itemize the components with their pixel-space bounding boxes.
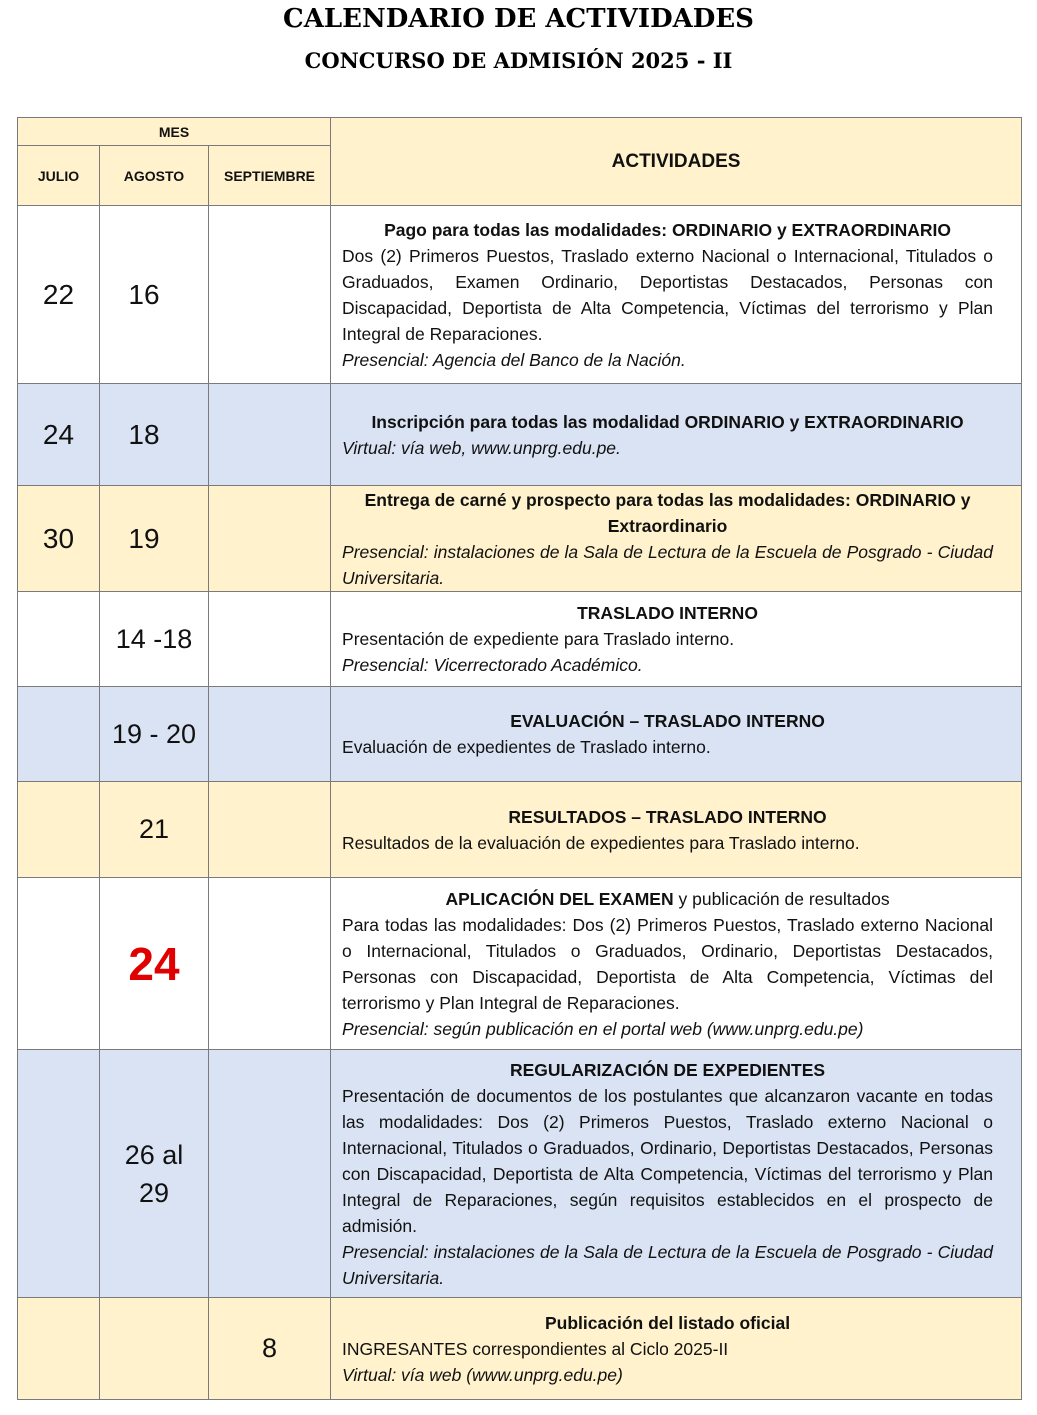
table-row [18,1050,1022,1298]
julio-date [18,878,100,1050]
activity-heading: Pago para todas las modalidades: ORDINARIO y EXTRAORDINARIO [384,219,951,240]
julio-date [18,592,100,687]
month-header-septiembre: SEPTIEMBRE [209,146,331,206]
activity-cell [331,384,1022,486]
activity-cell [331,1298,1022,1400]
agosto-date: 26 al 29 [100,1050,209,1298]
julio-date [18,1298,100,1400]
activity-cell [331,782,1022,878]
activity-note: Presencial: instalaciones de la Sala de Lectura de la Escuela de Posgrado - Ciudad Universitaria. [342,541,994,588]
month-header-julio: JULIO [18,146,100,206]
agosto-date: 21 [100,782,209,878]
septiembre-date [209,206,331,384]
activity-body: INGRESANTES correspondientes al Ciclo 2025-II [342,1338,729,1359]
activity-body: Para todas las modalidades: Dos (2) Primeros Puestos, Traslado externo Nacional o Internacional, Titulados o Graduados, Ordinario, Deportistas Destacados, Personas con Discapacidad, Deportista de Alta Competencia, Víctimas del terrorismo y Plan Integral de Reparaciones. [342,914,994,1013]
activity-heading: Inscripción para todas las modalidad ORDINARIO y EXTRAORDINARIO [371,411,964,432]
activity-heading: Entrega de carné y prospecto para todas las modalidades: ORDINARIO y Extraordinario [364,489,971,536]
month-header-agosto: AGOSTO [100,146,209,206]
header-row-mes [18,118,1022,146]
septiembre-date [209,687,331,782]
activity-note: Virtual: vía web, www.unprg.edu.pe. [342,437,621,458]
activity-body: Evaluación de expedientes de Traslado interno. [342,737,711,757]
activity-heading: REGULARIZACIÓN DE EXPEDIENTES [510,1059,826,1080]
activity-heading-suffix: y publicación de resultados [673,888,890,909]
page-title: CALENDARIO DE ACTIVIDADES [283,4,754,34]
septiembre-date [209,486,331,592]
table-row [18,384,1022,486]
table-row [18,206,1022,384]
julio-date: 22 [18,206,100,384]
activities-calendar-table [17,117,1022,1400]
septiembre-date [209,1050,331,1298]
agosto-date: 19 - 20 [100,687,209,782]
activity-cell [331,687,1022,782]
agosto-date: 18 [100,384,209,486]
page-subtitle: CONCURSO DE ADMISIÓN 2025 - II [304,48,733,73]
activity-heading-line [342,886,993,912]
activity-heading: RESULTADOS – TRASLADO INTERNO [508,806,827,827]
activity-note: Presencial: instalaciones de la Sala de Lectura de la Escuela de Posgrado - Ciudad Universitaria. [342,1241,994,1288]
mes-header: MES [18,118,331,146]
table-row [18,1298,1022,1400]
septiembre-date [209,592,331,687]
activity-body: Presentación de documentos de los postulantes que alcanzaron vacante en todas las modalidades: Dos (2) Primeros Puestos, Traslado externo Nacional o Internacional, Titulados o Graduados, Ordinario, Deportistas Destacados, Personas con Discapacidad, Deportista de Alta Competencia, Víctimas del terrorismo y Plan Integral de Reparaciones, según requisitos establecidos en el prospecto de admisión. [342,1085,994,1236]
table-row [18,782,1022,878]
agosto-date [100,1298,209,1400]
septiembre-date: 8 [209,1298,331,1400]
agosto-date: 14 -18 [100,592,209,687]
table-row [18,687,1022,782]
activity-heading: TRASLADO INTERNO [577,603,758,623]
agosto-date: 24 [100,878,209,1050]
septiembre-date [209,878,331,1050]
julio-date: 30 [18,486,100,592]
julio-date: 24 [18,384,100,486]
julio-date [18,1050,100,1298]
activity-cell [331,878,1022,1050]
activity-heading: EVALUACIÓN – TRASLADO INTERNO [510,711,825,731]
activity-body: Resultados de la evaluación de expedientes para Traslado interno. [342,832,860,853]
activity-heading: APLICACIÓN DEL EXAMEN [445,888,674,909]
activity-body: Dos (2) Primeros Puestos, Traslado externo Nacional o Internacional, Titulados o Graduados, Examen Ordinario, Deportistas Destacados, Personas con Discapacidad, Deportista de Alta Competencia, Víctimas del terrorismo y Plan Integral de Reparaciones. [342,245,994,344]
activity-cell [331,206,1022,384]
activity-note: Presencial: según publicación en el portal web (www.unprg.edu.pe) [342,1018,864,1039]
table-row [18,878,1022,1050]
activity-cell [331,592,1022,687]
activity-body: Presentación de expediente para Traslado interno. [342,629,735,649]
activity-note: Virtual: vía web (www.unprg.edu.pe) [342,1364,623,1385]
julio-date [18,782,100,878]
activity-note: Presencial: Agencia del Banco de la Nación. [342,349,686,370]
julio-date [18,687,100,782]
activity-note: Presencial: Vicerrectorado Académico. [342,655,643,675]
activity-heading: Publicación del listado oficial [545,1312,791,1333]
agosto-date: 16 [100,206,209,384]
septiembre-date [209,384,331,486]
septiembre-date [209,782,331,878]
activities-header: ACTIVIDADES [331,118,1022,206]
activity-cell [331,486,1022,592]
agosto-date: 19 [100,486,209,592]
activity-cell [331,1050,1022,1298]
table-row [18,592,1022,687]
table-row [18,486,1022,592]
